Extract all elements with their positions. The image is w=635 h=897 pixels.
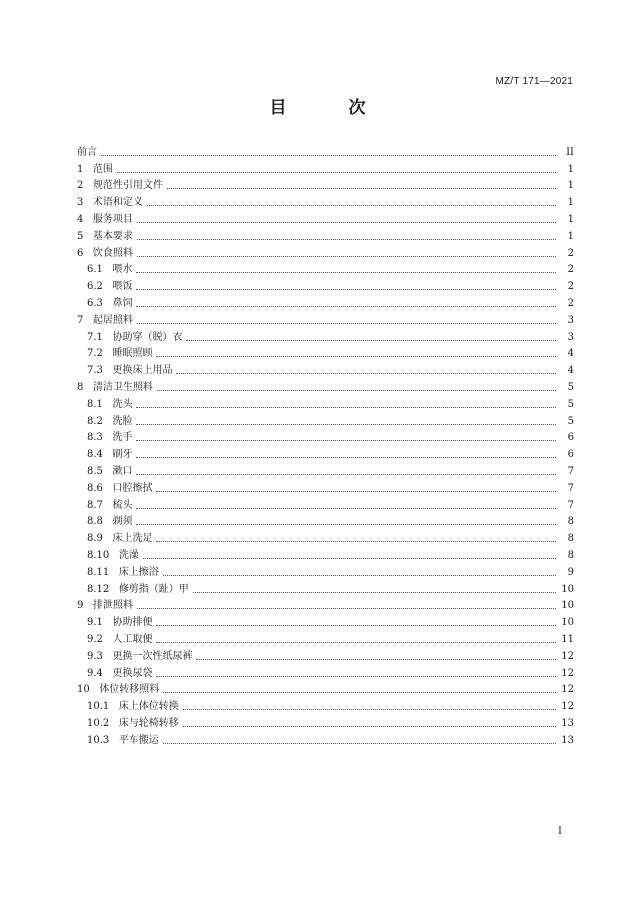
toc-entry-number: 8.8	[87, 516, 113, 528]
toc-entry-label: 体位转移照料	[99, 684, 160, 696]
toc-entry[interactable]	[77, 377, 574, 394]
toc-entry-number: 3	[77, 197, 93, 209]
toc-entry-number: 7.3	[87, 365, 113, 377]
toc-dot-leader	[183, 726, 556, 727]
toc-entry-label: 清洁卫生照料	[92, 381, 153, 393]
toc-entry-label: 漱口	[112, 465, 133, 477]
toc-entry[interactable]	[77, 226, 574, 243]
toc-entry-page: 2	[567, 247, 574, 259]
toc-entry[interactable]	[77, 461, 574, 478]
toc-entry[interactable]	[77, 680, 574, 697]
toc-entry-label: 协助穿（脱）衣	[112, 331, 183, 343]
toc-entry-label: 剃须	[112, 516, 133, 528]
toc-dot-leader	[117, 172, 556, 173]
toc-entry-label: 协助排便	[112, 617, 153, 629]
toc-entry-label: 洗脸	[112, 415, 133, 427]
toc-entry[interactable]	[77, 142, 574, 159]
toc-entry-label: 前言	[77, 146, 97, 158]
toc-dot-leader	[157, 390, 556, 391]
toc-entry-page: 7	[567, 465, 574, 477]
toc-entry-number: 9.2	[87, 633, 113, 645]
toc-entry-number: 9.1	[87, 617, 113, 629]
toc-entry[interactable]	[77, 260, 574, 277]
toc-entry[interactable]	[77, 176, 574, 193]
toc-entry-number: 6	[77, 247, 93, 259]
toc-dot-leader	[156, 676, 556, 677]
toc-entry-page: 8	[567, 549, 574, 561]
toc-entry[interactable]	[77, 344, 574, 361]
toc-entry-page: 2	[567, 297, 574, 309]
toc-entry-number: 10.3	[87, 734, 119, 746]
toc-entry[interactable]	[77, 528, 574, 545]
toc-entry-page: 5	[567, 381, 574, 393]
toc-entry-label: 人工取便	[112, 633, 153, 645]
toc-entry[interactable]	[77, 713, 574, 730]
toc-dot-leader	[167, 188, 556, 189]
toc-entry-label: 睡眠照顾	[112, 348, 153, 360]
toc-entry[interactable]	[77, 243, 574, 260]
toc-entry-number: 8.3	[87, 432, 113, 444]
standard-code: MZ/T 171—2021	[495, 76, 573, 87]
toc-dot-leader	[193, 592, 556, 593]
toc-entry[interactable]	[77, 360, 574, 377]
toc-dot-leader	[156, 625, 556, 626]
toc-entry[interactable]	[77, 696, 574, 713]
toc-entry-number: 10.1	[87, 701, 119, 713]
toc-entry-label: 起居照料	[92, 314, 133, 326]
toc-entry-label: 喂水	[112, 264, 133, 276]
toc-entry[interactable]	[77, 478, 574, 495]
toc-entry-number: 5	[77, 230, 93, 242]
toc-entry-label: 鼻饲	[112, 297, 133, 309]
toc-entry-label: 洗头	[112, 398, 133, 410]
toc-dot-leader	[163, 692, 556, 693]
toc-entry-page: 1	[567, 180, 574, 192]
toc-entry-number: 8	[77, 381, 93, 393]
toc-dot-leader	[136, 424, 556, 425]
toc-entry[interactable]	[77, 192, 574, 209]
toc-dot-leader	[147, 205, 556, 206]
toc-entry-label: 床上体位转换	[118, 701, 179, 713]
toc-entry-label: 洗澡	[118, 549, 139, 561]
toc-entry-label: 服务项目	[92, 213, 133, 225]
toc-entry-label: 梳头	[112, 499, 133, 511]
toc-dot-leader	[136, 457, 556, 458]
toc-entry-page: 7	[567, 499, 574, 511]
toc-entry-number: 6.3	[87, 297, 113, 309]
page-number: I	[558, 826, 562, 837]
toc-entry[interactable]	[77, 730, 574, 747]
toc-entry-label: 修剪指（趾）甲	[118, 583, 189, 595]
toc-entry[interactable]	[77, 428, 574, 445]
toc-entry[interactable]	[77, 596, 574, 613]
toc-entry[interactable]	[77, 629, 574, 646]
toc-entry[interactable]	[77, 394, 574, 411]
toc-entry-page: 13	[561, 734, 574, 746]
toc-entry-label: 床与轮椅转移	[118, 717, 179, 729]
toc-entry-page: 9	[567, 566, 574, 578]
toc-entry[interactable]	[77, 512, 574, 529]
toc-entry-page: 10	[561, 617, 574, 629]
toc-entry-label: 床上擦浴	[118, 566, 159, 578]
toc-entry[interactable]	[77, 293, 574, 310]
toc-entry-number: 8.2	[87, 415, 113, 427]
toc-dot-leader	[176, 373, 556, 374]
toc-entry[interactable]	[77, 579, 574, 596]
toc-entry-page: 12	[561, 667, 574, 679]
toc-entry[interactable]	[77, 310, 574, 327]
toc-entry-number: 8.12	[87, 583, 119, 595]
toc-entry-number: 6.2	[87, 281, 113, 293]
toc-entry-label: 刷牙	[112, 449, 133, 461]
toc-entry-label: 更换一次性纸尿裤	[112, 650, 193, 662]
toc-entry-page: 10	[561, 583, 574, 595]
toc-dot-leader	[137, 239, 556, 240]
toc-entry-label: 基本要求	[92, 230, 133, 242]
toc-dot-leader	[137, 608, 556, 609]
toc-entry-label: 更换床上用品	[112, 365, 173, 377]
toc-entry[interactable]	[77, 663, 574, 680]
toc-entry-number: 6.1	[87, 264, 113, 276]
toc-entry-page: 1	[567, 230, 574, 242]
toc-entry-label: 术语和定义	[92, 197, 143, 209]
toc-entry-number: 7.2	[87, 348, 113, 360]
toc-entry-number: 4	[77, 213, 93, 225]
toc-entry-number: 10.2	[87, 717, 119, 729]
toc-entry-label: 平车搬运	[118, 734, 159, 746]
toc-entry-number: 8.9	[87, 533, 113, 545]
toc-entry-label: 饮食照料	[92, 247, 133, 259]
toc-entry[interactable]	[77, 562, 574, 579]
toc-dot-leader	[136, 508, 556, 509]
toc-entry-label: 床上洗足	[112, 533, 153, 545]
toc-dot-leader	[186, 340, 556, 341]
toc-dot-leader	[156, 356, 556, 357]
toc-dot-leader	[156, 642, 556, 643]
toc-dot-leader	[156, 541, 556, 542]
toc-entry-number: 2	[77, 180, 93, 192]
toc-entry[interactable]	[77, 209, 574, 226]
toc-entry-number: 8.6	[87, 482, 113, 494]
toc-entry-page: 5	[567, 415, 574, 427]
toc-dot-leader	[156, 491, 556, 492]
toc-dot-leader	[137, 323, 556, 324]
toc-entry[interactable]	[77, 612, 574, 629]
toc-entry-label: 口腔擦拭	[112, 482, 153, 494]
toc-entry-page: 4	[567, 365, 574, 377]
page-title: 目 次	[269, 98, 394, 118]
toc-entry-label: 范围	[92, 163, 113, 175]
toc-entry-page: 4	[567, 348, 574, 360]
toc-dot-leader	[101, 155, 556, 156]
toc-entry-label: 喂饭	[112, 281, 133, 293]
toc-entry[interactable]	[77, 444, 574, 461]
toc-entry[interactable]	[77, 276, 574, 293]
toc-entry-page: 8	[567, 516, 574, 528]
toc-entry-label: 规范性引用文件	[92, 180, 163, 192]
toc-entry-number: 8.10	[87, 549, 119, 561]
toc-entry-page: II	[566, 146, 574, 158]
toc-dot-leader	[136, 524, 556, 525]
toc-dot-leader	[136, 289, 556, 290]
toc-entry-number: 9	[77, 600, 93, 612]
toc-entry-page: 12	[561, 650, 574, 662]
toc-entry-page: 1	[567, 213, 574, 225]
toc-dot-leader	[136, 306, 556, 307]
toc-entry-number: 9.4	[87, 667, 113, 679]
toc-entry-number: 8.11	[87, 566, 119, 578]
toc-dot-leader	[183, 709, 556, 710]
toc-entry-page: 1	[567, 163, 574, 175]
toc-entry-number: 10	[77, 684, 100, 696]
toc-entry-number: 7	[77, 314, 93, 326]
toc-entry-page: 3	[567, 331, 574, 343]
toc-entry[interactable]	[77, 411, 574, 428]
toc-entry-number: 8.5	[87, 465, 113, 477]
toc-entry-page: 12	[561, 701, 574, 713]
toc-dot-leader	[163, 575, 556, 576]
toc-entry-label: 排泄照料	[92, 600, 133, 612]
toc-entry[interactable]	[77, 545, 574, 562]
toc-dot-leader	[137, 256, 556, 257]
toc-entry-page: 7	[567, 482, 574, 494]
toc-entry-page: 13	[561, 717, 574, 729]
toc-dot-leader	[143, 558, 556, 559]
toc-entry-page: 2	[567, 264, 574, 276]
toc-entry[interactable]	[77, 646, 574, 663]
toc-entry-label: 洗手	[112, 432, 133, 444]
toc-dot-leader	[163, 743, 556, 744]
toc-entry-number: 8.4	[87, 449, 113, 461]
toc-dot-leader	[137, 222, 556, 223]
toc-dot-leader	[136, 272, 556, 273]
toc-entry-number: 8.7	[87, 499, 113, 511]
toc-entry-page: 8	[567, 533, 574, 545]
toc-dot-leader	[136, 474, 556, 475]
toc-entry[interactable]	[77, 327, 574, 344]
toc-entry[interactable]	[77, 159, 574, 176]
toc-entry-number: 8.1	[87, 398, 113, 410]
toc-entry-label: 更换尿袋	[112, 667, 153, 679]
toc-entry-number: 7.1	[87, 331, 113, 343]
toc-entry[interactable]	[77, 495, 574, 512]
table-of-contents	[77, 142, 574, 747]
toc-entry-page: 6	[567, 449, 574, 461]
toc-entry-number: 1	[77, 163, 93, 175]
toc-entry-page: 6	[567, 432, 574, 444]
toc-dot-leader	[136, 407, 556, 408]
toc-entry-number: 9.3	[87, 650, 113, 662]
toc-entry-page: 12	[561, 684, 574, 696]
toc-dot-leader	[136, 440, 556, 441]
toc-entry-page: 1	[567, 197, 574, 209]
toc-entry-page: 10	[561, 600, 574, 612]
toc-dot-leader	[196, 659, 556, 660]
toc-entry-page: 3	[567, 314, 574, 326]
toc-entry-page: 11	[561, 633, 574, 645]
toc-entry-page: 2	[567, 281, 574, 293]
toc-entry-page: 5	[567, 398, 574, 410]
